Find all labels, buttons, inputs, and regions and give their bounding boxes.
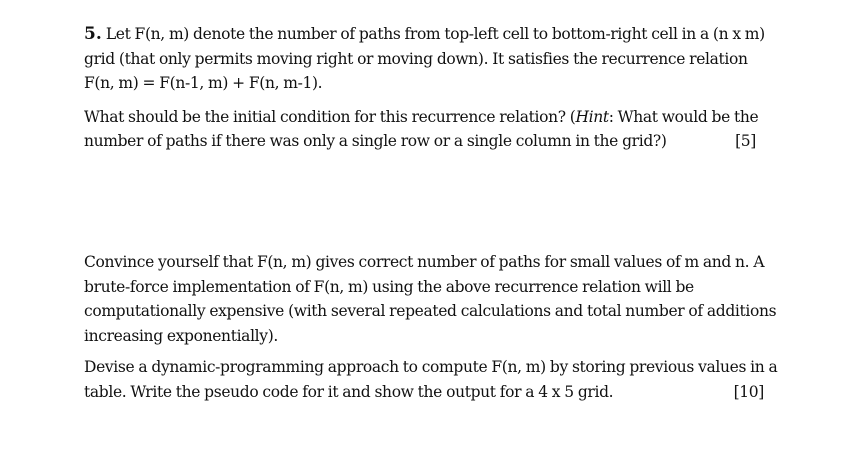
- hint-label: Hint: [575, 107, 609, 126]
- intro-line-1: 5. Let F(n, m) denote the number of paths from top-left cell to bottom-right cell in a (n x m): [84, 24, 765, 44]
- question-intro: [84, 22, 800, 96]
- brute-force-line-2: brute-force implementation of F(n, m) using the above recurrence relation will be: [84, 277, 694, 296]
- initial-condition-question: [84, 105, 800, 154]
- brute-force-line-3: computationally expensive (with several repeated calculations and total number of additions: [84, 302, 777, 320]
- initial-condition-line-1: What should be the initial condition for this recurrence relation? (Hint: What would be the: [84, 107, 759, 126]
- brute-force-line-1: Convince yourself that F(n, m) gives correct number of paths for small values of m and n. A: [84, 253, 765, 271]
- question-5: [84, 22, 800, 401]
- brute-force-paragraph: [84, 250, 800, 348]
- dp-line-2: table. Write the pseudo code for it and show the output for a 4 x 5 grid. [10]: [84, 380, 800, 405]
- brute-force-line-4: increasing exponentially).: [84, 326, 278, 345]
- question-number: 5.: [84, 24, 102, 44]
- marks-5: [5]: [735, 132, 756, 150]
- dynamic-programming-question: [84, 355, 800, 404]
- intro-line-2: grid (that only permits moving right or moving down). It satisfies the recurrence relation: [84, 49, 748, 68]
- dp-line-1: Devise a dynamic-programming approach to compute F(n, m) by storing previous values in a: [84, 358, 778, 376]
- initial-condition-line-2: number of paths if there was only a single row or a single column in the grid?) [5]: [84, 129, 800, 154]
- recurrence-relation: F(n, m) = F(n-1, m) + F(n, m-1).: [84, 74, 323, 92]
- marks-10: [10]: [733, 382, 764, 401]
